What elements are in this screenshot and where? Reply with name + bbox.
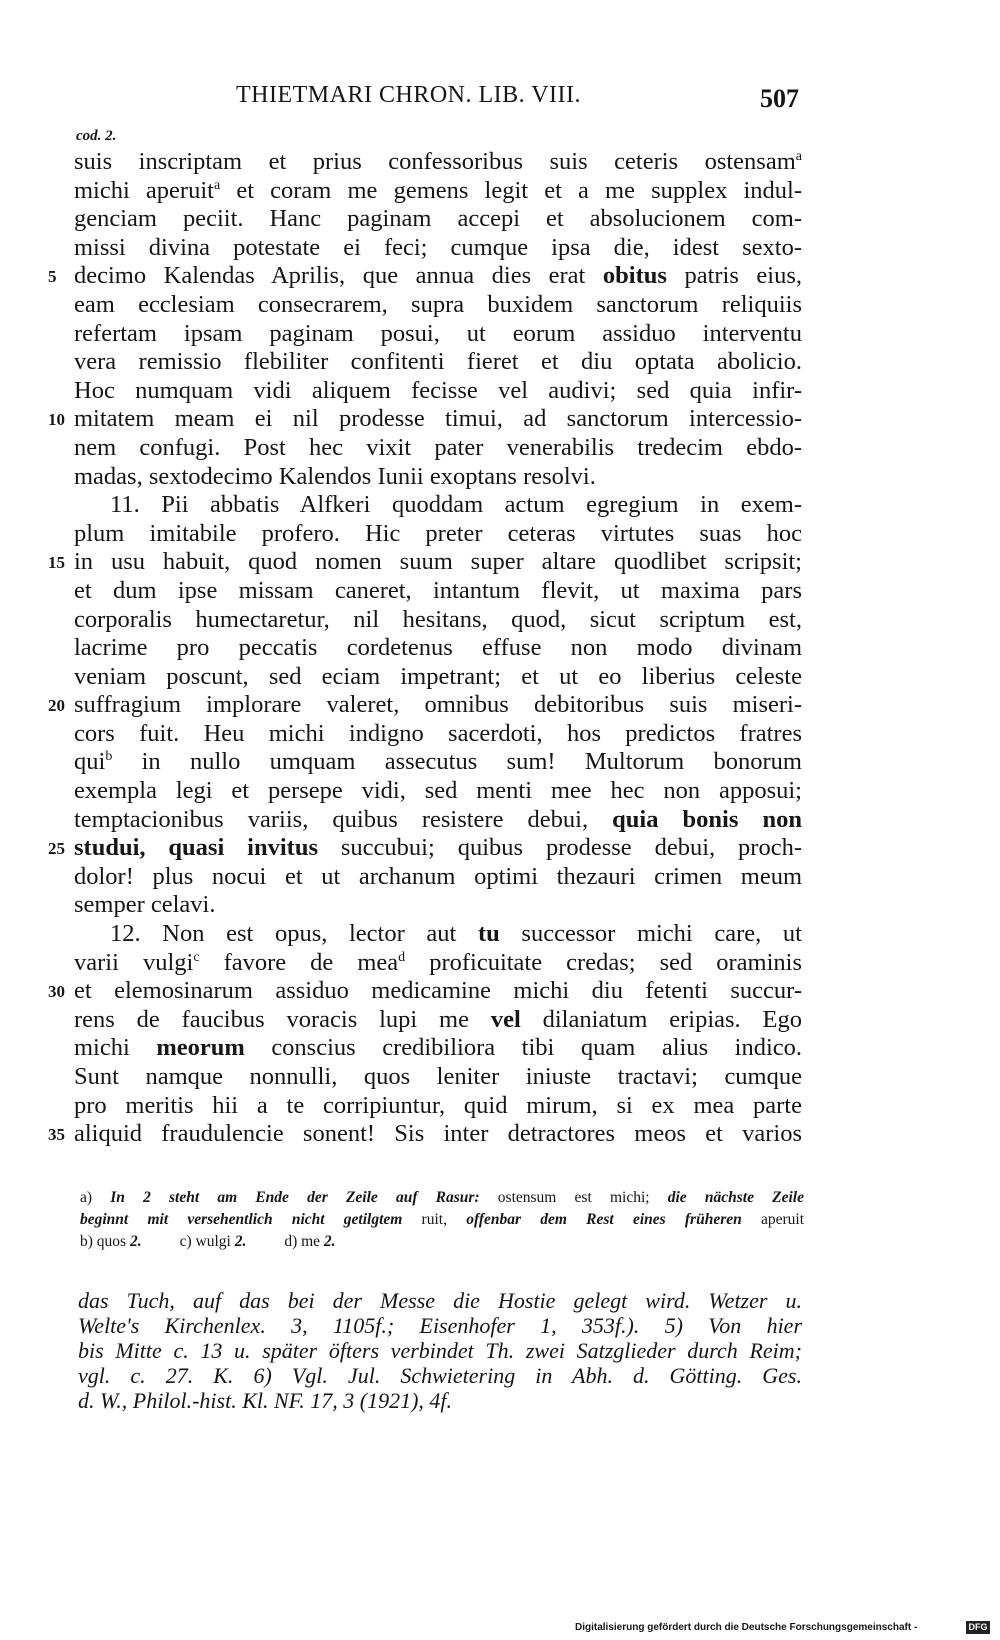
commentary-text: Welte's Kirchenlex. 3, 1105f.; Eisenhofer 1, 353f.).: [78, 1313, 640, 1338]
text-span: suffragium implorare valeret, omnibus debitoribus suis miseri-: [74, 691, 802, 719]
line-number: 30: [48, 982, 65, 1002]
note-label: a): [80, 1189, 93, 1206]
text-span: et coram me gemens legit et a me supplex indul-: [220, 176, 803, 204]
text-line: refertam ipsam paginam posui, ut eorum assiduo interventu: [74, 319, 802, 347]
note-italic: In 2 steht am Ende der Zeile auf Rasur:: [110, 1189, 480, 1206]
emphasis-text: studui, quasi invitus: [74, 834, 318, 862]
text-span: suis inscriptam et prius confessoribus suis ceteris ostensam: [74, 148, 796, 175]
text-span: rens de faucibus voracis lupi me: [74, 1005, 491, 1033]
commentary-line: d. W., Philol.-hist. Kl. NF. 17, 3 (1921), 4f.: [78, 1388, 453, 1413]
commentary-line: das Tuch, auf das bei der Messe die Hostie gelegt wird. Wetzer u.: [78, 1288, 802, 1313]
text-line: [74, 949, 802, 978]
text-line: [48, 834, 802, 863]
emphasis-text: tu: [477, 920, 500, 948]
footnote-ref: c: [193, 949, 200, 965]
note-line: [80, 1209, 804, 1231]
text-line: [48, 977, 802, 1006]
digitization-credit: Digitalisierung gefördert durch die Deutsche Forschungsgemeinschaft -: [575, 1622, 918, 1633]
text-line: [74, 177, 802, 206]
text-span: michi aperuit: [74, 176, 214, 204]
line-number: 20: [48, 696, 65, 716]
line-number: 25: [48, 839, 65, 859]
text-line: [48, 1120, 802, 1149]
note-text: c) wulgi: [179, 1233, 231, 1250]
text-span: 12. Non est opus, lector aut: [110, 920, 478, 948]
text-line: eam ecclesiam consecrarem, supra buxidem sanctorum reliquiis: [74, 290, 802, 318]
text-line: pro meritis hii a te corripiuntur, quid mirum, si ex mea parte: [74, 1091, 802, 1119]
text-span: qui: [74, 748, 106, 776]
critical-apparatus: [80, 1187, 804, 1253]
text-line: [48, 548, 802, 577]
text-span: in usu habuit, quod nomen suum super altare quodlibet scripsit;: [74, 548, 802, 576]
note-text: b) quos: [80, 1233, 127, 1250]
text-span: dilaniatum eripias. Ego: [520, 1005, 802, 1033]
commentary-line: [78, 1313, 802, 1338]
line-number: 5: [48, 267, 57, 287]
text-span: aliquid fraudulencie sonent! Sis inter detractores meos et varios: [74, 1120, 802, 1148]
text-line: vera remissio flebiliter confitenti fieret et diu optata abolicio.: [74, 348, 802, 376]
emphasis-text: meorum: [156, 1034, 245, 1062]
line-number: 10: [48, 410, 65, 430]
note-italic: offenbar dem Rest eines früheren: [446, 1211, 742, 1228]
text-span: succubui; quibus prodesse debui, proch-: [317, 834, 802, 862]
text-span: patris eius,: [666, 262, 802, 290]
text-line: cors fuit. Heu michi indigno sacerdoti, hos predictos fratres: [74, 719, 802, 747]
footnote-ref: a: [213, 177, 221, 193]
line-number: 35: [48, 1125, 65, 1145]
commentary-notes: [78, 1288, 802, 1413]
note-text: ruit,: [402, 1211, 447, 1228]
note-text: aperuit: [741, 1211, 804, 1228]
text-line: lacrime pro peccatis cordetenus effuse non modo divinam: [74, 634, 802, 662]
text-line: [48, 262, 802, 291]
note-italic: beginnt mit versehentlich nicht getilgtem: [80, 1211, 403, 1228]
text-line: dolor! plus nocui et ut archanum optimi thezauri crimen meum: [74, 862, 802, 890]
text-line: [48, 405, 802, 434]
text-line: missi divina potestate ei feci; cumque ipsa die, idest sexto-: [74, 233, 802, 261]
chapter-12-start: [74, 920, 802, 949]
text-line: [74, 806, 802, 835]
text-line: Sunt namque nonnulli, quos leniter iniuste tractavi; cumque: [74, 1063, 802, 1090]
text-span: varii vulgi: [74, 948, 194, 976]
emphasis-text: vel: [490, 1005, 521, 1033]
text-span: in nullo umquam assecutus sum! Multorum bonorum: [112, 748, 802, 776]
text-line: exempla legi et persepe vidi, sed menti mee hec non apposui;: [74, 777, 802, 805]
text-span: decimo Kalendas Aprilis, que annua dies erat: [74, 262, 603, 290]
text-line: veniam poscunt, sed eciam impetrant; et ut eo liberius celeste: [74, 662, 802, 690]
footnote-ref: b: [105, 749, 113, 765]
text-span: et elemosinarum assiduo medicamine michi diu fetenti succur-: [74, 977, 802, 1005]
commentary-text: vgl. c. 27. K.: [78, 1363, 234, 1388]
text-line: semper celavi.: [74, 891, 216, 919]
running-header: THIETMARI CHRON. LIB. VIII.: [236, 82, 582, 108]
commentary-line: [78, 1363, 802, 1388]
text-line: genciam peciit. Hanc paginam accepi et absolucionem com-: [74, 205, 802, 233]
page-number: 507: [760, 84, 799, 113]
footnote-ref: d: [398, 949, 406, 965]
footnote-ref: a: [795, 148, 802, 164]
text-span: favore de mea: [199, 948, 399, 976]
commentary-text: 6) Vgl. Jul. Schwietering in Abh. d. Götting. Ges.: [253, 1363, 802, 1388]
text-line: [48, 691, 802, 720]
text-line: [74, 1034, 802, 1063]
text-line: plum imitabile profero. Hic preter ceteras virtutes suas hoc: [74, 519, 802, 547]
text-line: [74, 748, 802, 777]
emphasis-text: quia bonis non: [612, 805, 802, 833]
note-italic: die nächste Zeile: [649, 1189, 804, 1206]
note-italic: 2.: [230, 1233, 247, 1250]
note-line: [80, 1187, 804, 1209]
text-span: successor michi care, ut: [499, 920, 802, 948]
line-number: 15: [48, 553, 65, 573]
manuscript-margin-label: cod. 2.: [76, 128, 117, 144]
chapter-11-start: 11. Pii abbatis Alfkeri quoddam actum egregium in exem-: [110, 491, 802, 519]
main-text: [48, 148, 803, 1149]
text-span: michi: [74, 1034, 157, 1062]
text-line: et dum ipse missam caneret, intantum flevit, ut maxima pars: [74, 576, 802, 604]
text-line: Hoc numquam vidi aliquem fecisse vel audivi; sed quia infir-: [74, 376, 802, 404]
text-span: temptacionibus variis, quibus resistere debui,: [74, 805, 613, 833]
dfg-logo: DFG: [966, 1621, 990, 1634]
text-line: [74, 1006, 802, 1035]
text-span: conscius credibiliora tibi quam alius indico.: [244, 1034, 802, 1062]
text-span: mitatem meam ei nil prodesse timui, ad sanctorum intercessio-: [74, 405, 802, 433]
note-text: ostensum est michi;: [479, 1189, 650, 1206]
note-line: [80, 1231, 804, 1253]
text-line: nem confugi. Post hec vixit pater venerabilis tredecim ebdo-: [74, 433, 802, 461]
note-italic: 2.: [126, 1233, 142, 1250]
commentary-text: 5) Von hier: [664, 1313, 803, 1338]
commentary-line: bis Mitte c. 13 u. später öfters verbindet Th. zwei Satzglieder durch Reim;: [78, 1338, 802, 1363]
note-text: d) me: [284, 1233, 321, 1250]
note-italic: 2.: [320, 1233, 336, 1250]
text-span: proficuitate credas; sed oraminis: [405, 948, 803, 976]
text-line: madas, sextodecimo Kalendos Iunii exoptans resolvi.: [74, 462, 596, 490]
emphasis-text: obitus: [602, 262, 667, 290]
text-line: [74, 148, 802, 177]
text-line: corporalis humectaretur, nil hesitans, quod, sicut scriptum est,: [74, 605, 802, 633]
